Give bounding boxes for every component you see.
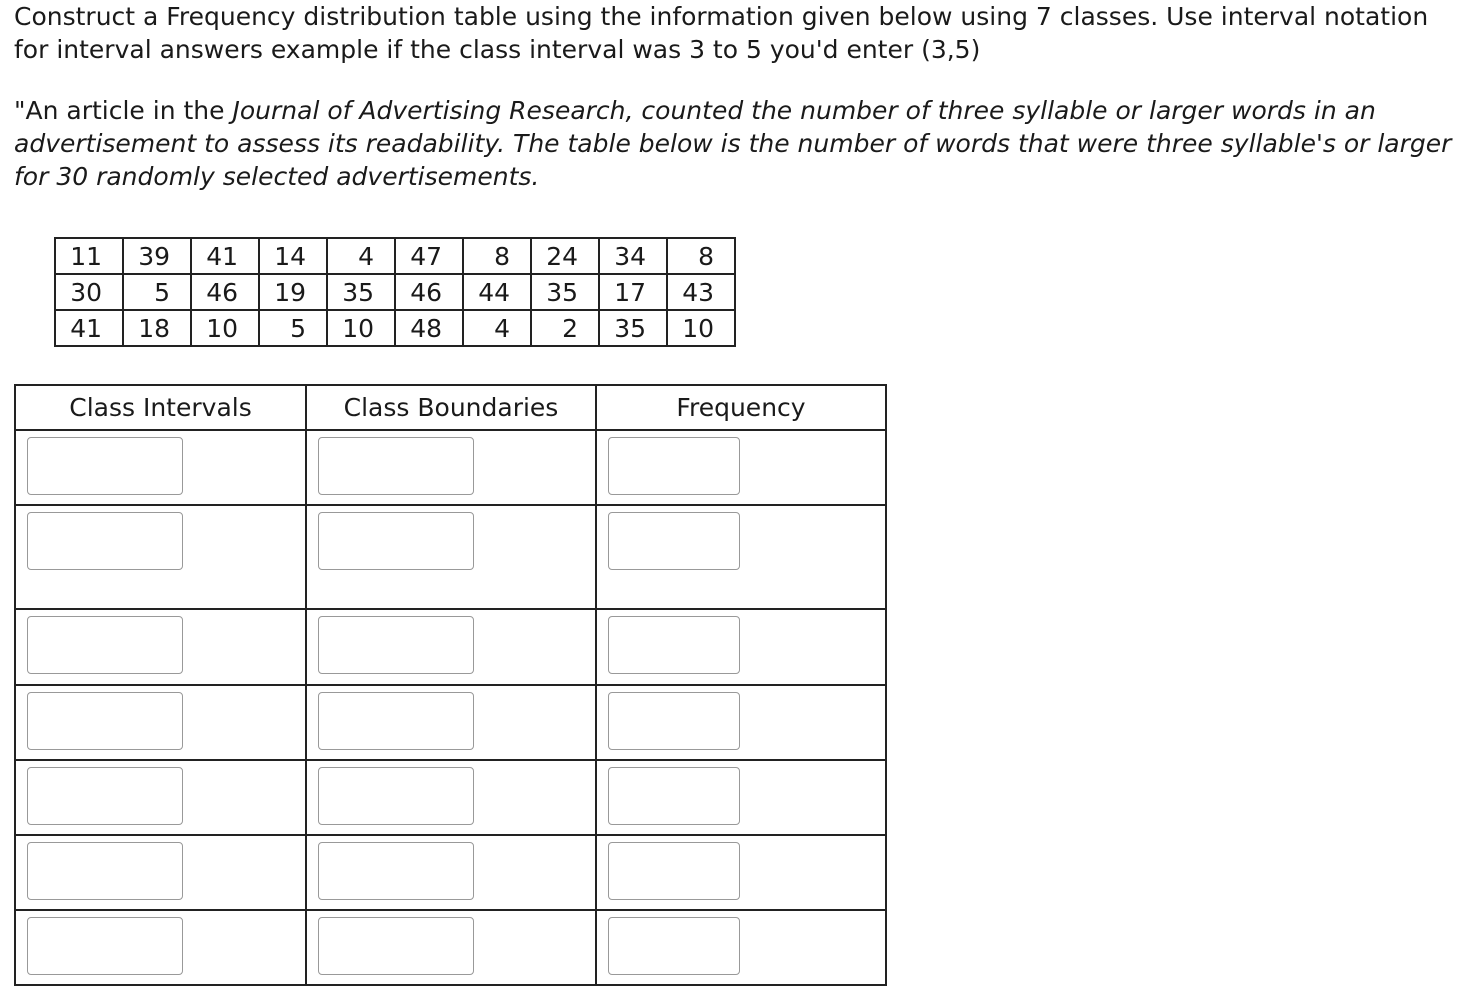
data-cell: 44 (463, 274, 531, 310)
data-cell: 35 (327, 274, 395, 310)
data-cell: 46 (395, 274, 463, 310)
class-interval-input[interactable] (27, 692, 183, 750)
data-cell: 34 (599, 238, 667, 274)
data-cell: 10 (667, 310, 735, 346)
frequency-cell (596, 910, 886, 985)
class-boundary-input[interactable] (318, 917, 474, 975)
frequency-cell (596, 430, 886, 505)
frequency-header-row (15, 385, 886, 430)
header-class-boundaries: Class Boundaries (306, 385, 596, 430)
frequency-row (15, 760, 886, 835)
frequency-cell (306, 609, 596, 685)
frequency-cell (596, 505, 886, 609)
data-cell: 5 (123, 274, 191, 310)
frequency-cell (15, 505, 306, 609)
data-cell: 35 (531, 274, 599, 310)
frequency-cell (15, 609, 306, 685)
data-cell: 10 (191, 310, 259, 346)
data-cell: 41 (55, 310, 123, 346)
data-cell: 8 (463, 238, 531, 274)
frequency-cell (15, 430, 306, 505)
data-table (54, 237, 736, 347)
data-cell: 2 (531, 310, 599, 346)
problem-description (14, 94, 1464, 193)
class-boundary-input[interactable] (318, 842, 474, 900)
frequency-cell (596, 760, 886, 835)
data-cell: 19 (259, 274, 327, 310)
frequency-cell (15, 685, 306, 760)
frequency-cell (15, 760, 306, 835)
frequency-cell (306, 835, 596, 910)
frequency-input[interactable] (608, 512, 740, 570)
frequency-cell (596, 835, 886, 910)
data-table-row (55, 310, 735, 346)
data-cell: 17 (599, 274, 667, 310)
class-interval-input[interactable] (27, 512, 183, 570)
data-cell: 4 (463, 310, 531, 346)
class-boundary-input[interactable] (318, 767, 474, 825)
header-class-intervals: Class Intervals (15, 385, 306, 430)
frequency-row (15, 609, 886, 685)
frequency-cell (15, 835, 306, 910)
frequency-input[interactable] (608, 616, 740, 674)
instructions-text: Construct a Frequency distribution table using the information given below using 7 classes. Use interval notation for interval answers example if the class interval was 3 to 5 you'd enter (3,5) (14, 2, 1429, 64)
frequency-input[interactable] (608, 917, 740, 975)
frequency-row (15, 910, 886, 985)
intro-before: An article in the (25, 96, 233, 125)
frequency-cell (306, 505, 596, 609)
data-cell: 24 (531, 238, 599, 274)
data-cell: 10 (327, 310, 395, 346)
class-interval-input[interactable] (27, 616, 183, 674)
frequency-cell (596, 685, 886, 760)
class-interval-input[interactable] (27, 437, 183, 495)
header-frequency: Frequency (596, 385, 886, 430)
data-cell: 48 (395, 310, 463, 346)
class-boundary-input[interactable] (318, 616, 474, 674)
data-cell: 18 (123, 310, 191, 346)
class-boundary-input[interactable] (318, 437, 474, 495)
intro-after: , counted the number of three syllable or larger words in an advertisement to assess its readability. The table below is the number of words that were three syllable's or larger for 30 randomly selected advertisements. (14, 96, 1452, 191)
frequency-input[interactable] (608, 692, 740, 750)
frequency-row (15, 835, 886, 910)
data-cell: 14 (259, 238, 327, 274)
data-table-row (55, 238, 735, 274)
data-cell: 43 (667, 274, 735, 310)
data-cell: 46 (191, 274, 259, 310)
frequency-cell (596, 609, 886, 685)
frequency-cell (306, 430, 596, 505)
class-interval-input[interactable] (27, 767, 183, 825)
class-interval-input[interactable] (27, 917, 183, 975)
data-cell: 5 (259, 310, 327, 346)
data-cell: 47 (395, 238, 463, 274)
data-cell: 39 (123, 238, 191, 274)
data-cell: 41 (191, 238, 259, 274)
frequency-row (15, 685, 886, 760)
frequency-cell (15, 910, 306, 985)
frequency-row (15, 430, 886, 505)
open-quote: " (14, 96, 26, 125)
data-cell: 4 (327, 238, 395, 274)
frequency-input[interactable] (608, 842, 740, 900)
data-cell: 35 (599, 310, 667, 346)
class-boundary-input[interactable] (318, 512, 474, 570)
frequency-table (14, 384, 887, 986)
frequency-input[interactable] (608, 767, 740, 825)
frequency-input[interactable] (608, 437, 740, 495)
journal-title: Journal of Advertising Research (232, 96, 626, 125)
data-cell: 11 (55, 238, 123, 274)
frequency-cell (306, 760, 596, 835)
data-cell: 8 (667, 238, 735, 274)
frequency-cell (306, 910, 596, 985)
frequency-row (15, 505, 886, 609)
class-boundary-input[interactable] (318, 692, 474, 750)
data-cell: 30 (55, 274, 123, 310)
frequency-cell (306, 685, 596, 760)
class-interval-input[interactable] (27, 842, 183, 900)
data-table-row (55, 274, 735, 310)
